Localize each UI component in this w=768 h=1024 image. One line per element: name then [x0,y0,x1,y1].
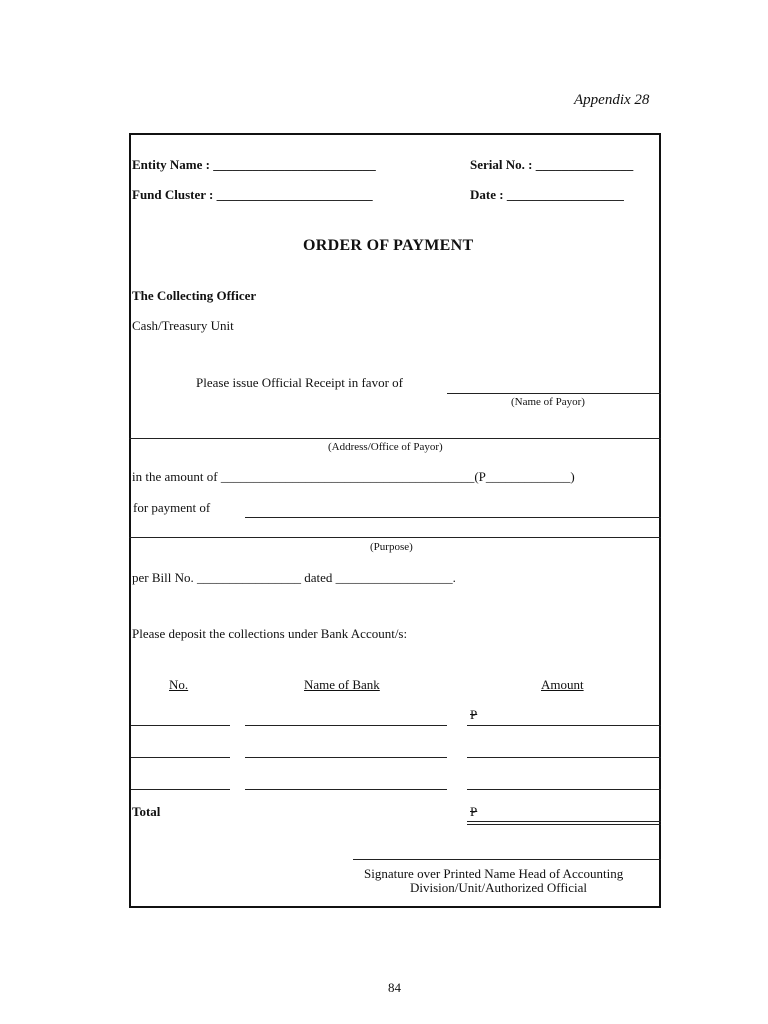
col-header-bank: Name of Bank [304,677,380,692]
deposit-instruction: Please deposit the collections under Bank Account/s: [132,626,408,641]
issue-request-text: Please issue Official Receipt in favor of [196,375,403,390]
row2-amount-line[interactable] [467,757,661,758]
addressee-name: The Collecting Officer [132,288,257,303]
row1-bank-line[interactable] [245,725,447,726]
payor-address-line[interactable] [129,438,661,439]
payor-name-line[interactable] [447,393,661,394]
signature-caption-line2: Division/Unit/Authorized Official [410,880,588,895]
total-peso-sign: P [470,804,478,819]
date-field[interactable]: Date : __________________ [470,187,624,202]
col-header-amount: Amount [541,677,584,692]
row3-no-line[interactable] [131,789,230,790]
form-title: ORDER OF PAYMENT [303,237,474,254]
amount-field[interactable]: in the amount of _______________________________________(P_____________) [132,469,575,484]
appendix-label: Appendix 28 [574,92,650,108]
payment-for-label: for payment of [133,500,211,515]
signature-caption-line1: Signature over Printed Name Head of Accounting [364,866,624,881]
serial-no-field[interactable]: Serial No. : _______________ [470,157,634,172]
fund-cluster-field[interactable]: Fund Cluster : ________________________ [132,187,373,202]
row2-no-line[interactable] [131,757,230,758]
page-number: 84 [388,980,401,995]
entity-name-field[interactable]: Entity Name : _________________________ [132,157,376,172]
purpose-caption: (Purpose) [370,541,413,553]
payor-address-caption: (Address/Office of Payor) [328,441,443,453]
row3-amount-line[interactable] [467,789,661,790]
col-header-no: No. [169,677,189,692]
signature-line[interactable] [353,859,661,860]
row3-bank-line[interactable] [245,789,447,790]
total-label: Total [132,804,161,819]
payor-name-caption: (Name of Payor) [511,396,585,408]
addressee-unit: Cash/Treasury Unit [132,318,234,333]
row1-no-line[interactable] [131,725,230,726]
payment-for-line[interactable] [245,517,661,518]
row1-amount-line[interactable] [467,725,661,726]
row1-peso-sign: P [470,707,478,722]
total-amount-double-line [467,824,661,825]
bill-field[interactable]: per Bill No. ________________ dated __________________. [132,570,456,585]
purpose-line[interactable] [129,537,661,538]
row2-bank-line[interactable] [245,757,447,758]
total-amount-line[interactable] [467,821,661,822]
